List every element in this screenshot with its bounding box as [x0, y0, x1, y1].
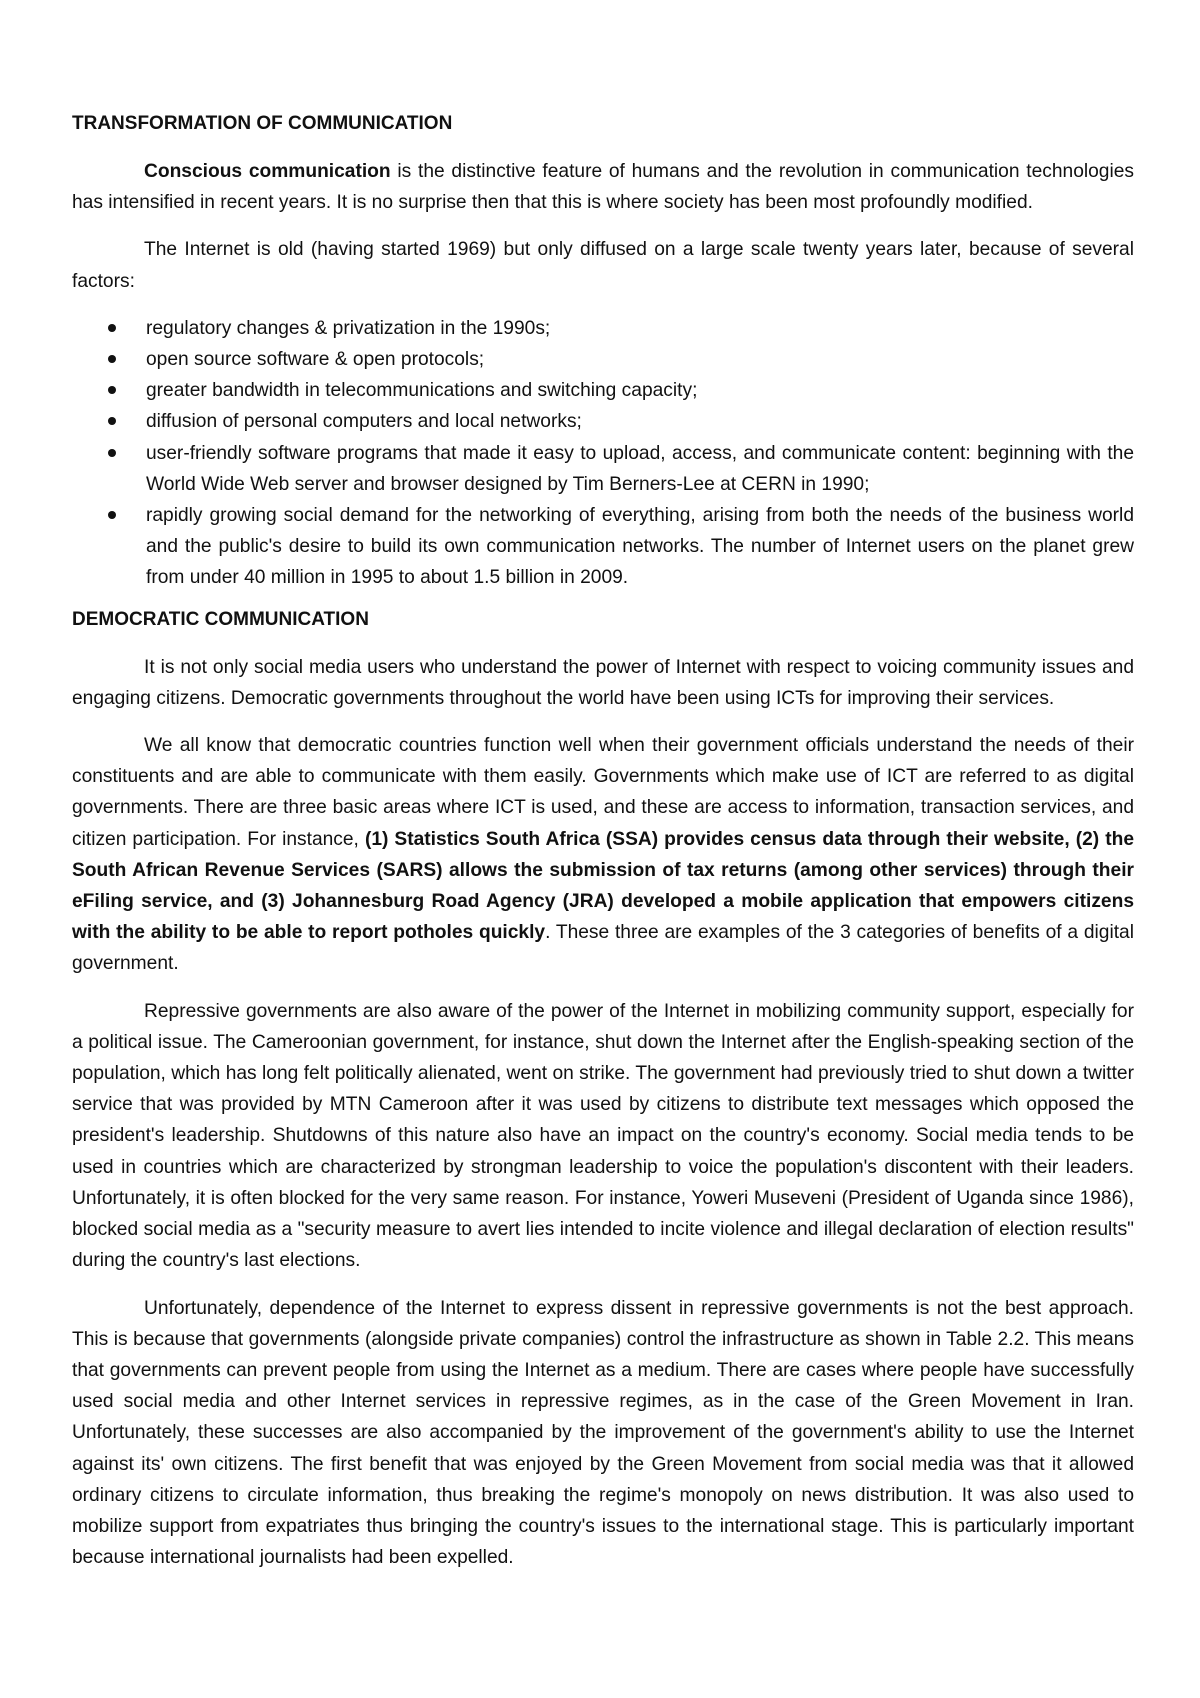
list-item-text: open source software & open protocols;	[146, 349, 485, 371]
bullet-icon	[108, 355, 116, 363]
bullet-icon	[108, 324, 116, 332]
document-page	[72, 108, 1134, 1589]
paragraph-repressive-governments: Repressive governments are also aware of the power of the Internet in mobilizing community support, especially for a political issue. The Cameroonian government, for instance, shut down the Internet after the English-speaking section of the population, which has long felt politically alienated, went on strike. The government had previously tried to shut down a twitter service that was provided by MTN Cameroon after it was used by citizens to distribute text messages which opposed the president's leadership. Shutdowns of this nature also have an impact on the country's economy. Social media tends to be used in countries which are characterized by strongman leadership to voice the population's discontent with their leaders. Unfortunately, it is often blocked for the very same reason. For instance, Yoweri Museveni (President of Uganda since 1986), blocked social media as a "security measure to avert lies intended to incite violence and illegal declaration of election results" during the country's last elections.	[72, 1000, 1134, 1272]
list-item	[72, 406, 1134, 437]
paragraph-text: . These three are examples of the 3 categories of benefits of a digital government.	[72, 922, 1134, 975]
list-item	[72, 375, 1134, 406]
section-heading-democratic: DEMOCRATIC COMMUNICATION	[72, 608, 369, 630]
list-item	[72, 500, 1134, 594]
list-item	[72, 438, 1134, 500]
paragraph-social-media-users: It is not only social media users who understand the power of Internet with respect to voicing community issues and engaging citizens. Democratic governments throughout the world have been using ICTs for improving their services.	[72, 656, 1134, 709]
bullet-icon	[108, 386, 116, 394]
section-heading-transformation: TRANSFORMATION OF COMMUNICATION	[72, 113, 453, 134]
list-item	[72, 344, 1134, 375]
list-item-text: greater bandwidth in telecommunications and switching capacity;	[146, 380, 698, 402]
bullet-icon	[108, 511, 116, 519]
list-item-text: rapidly growing social demand for the networking of everything, arising from both the needs of the business world and the public's desire to build its own communication networks. The number of Internet users on the planet grew from under 40 million in 1995 to about 1.5 billion in 2009.	[146, 505, 1134, 589]
list-item-text: diffusion of personal computers and local networks;	[146, 411, 582, 433]
paragraph-text: is the distinctive feature of humans and the revolution in communication technologies has intensified in recent years. It is no surprise then that this is where society has been most profoundly modified.	[72, 161, 1135, 214]
bullet-icon	[108, 417, 116, 425]
paragraph-internet-history: The Internet is old (having started 1969) but only diffused on a large scale twenty years later, because of several factors:	[72, 239, 1134, 292]
paragraph-conscious-communication	[72, 156, 1134, 218]
factors-list	[72, 313, 1134, 594]
list-item-text: regulatory changes & privatization in the 1990s;	[146, 317, 551, 339]
bullet-icon	[108, 449, 116, 457]
paragraph-text: We all know that democratic countries function well when their government officials understand the needs of their constituents and are able to communicate with them easily. Governments which make use of ICT are referred to as digital governments. There are three basic areas where ICT is used, and these are access to information, transaction services, and citizen participation. For instance,	[72, 735, 1134, 850]
bold-examples: (1) Statistics South Africa (SSA) provides census data through their website, (2) the South African Revenue Services (SARS) allows the submission of tax returns (among other services) through their eFiling service, and (3) Johannesburg Road Agency (JRA) developed a mobile application that empowers citizens with the ability to be able to report potholes quickly	[72, 828, 1134, 944]
bold-term-conscious-communication: Conscious communication	[144, 161, 391, 182]
list-item	[72, 313, 1134, 344]
list-item-text: user-friendly software programs that made it easy to upload, access, and communicate content: beginning with the World Wide Web server and browser designed by Tim Berners-Lee at CERN in 1990;	[146, 442, 1134, 495]
paragraph-dependence-internet: Unfortunately, dependence of the Internet to express dissent in repressive governments is not the best approach. This is because that governments (alongside private companies) control the infrastructure as shown in Table 2.2. This means that governments can prevent people from using the Internet as a medium. There are cases where people have successfully used social media and other Internet services in repressive regimes, as in the case of the Green Movement in Iran. Unfortunately, these successes are also accompanied by the improvement of the government's ability to use the Internet against its' own citizens. The first benefit that was enjoyed by the Green Movement from social media was that it allowed ordinary citizens to circulate information, thus breaking the regime's monopoly on news distribution. It was also used to mobilize support from expatriates thus bringing the country's issues to the international stage. This is particularly important because international journalists had been expelled.	[72, 1297, 1134, 1569]
paragraph-digital-governments	[72, 730, 1134, 980]
